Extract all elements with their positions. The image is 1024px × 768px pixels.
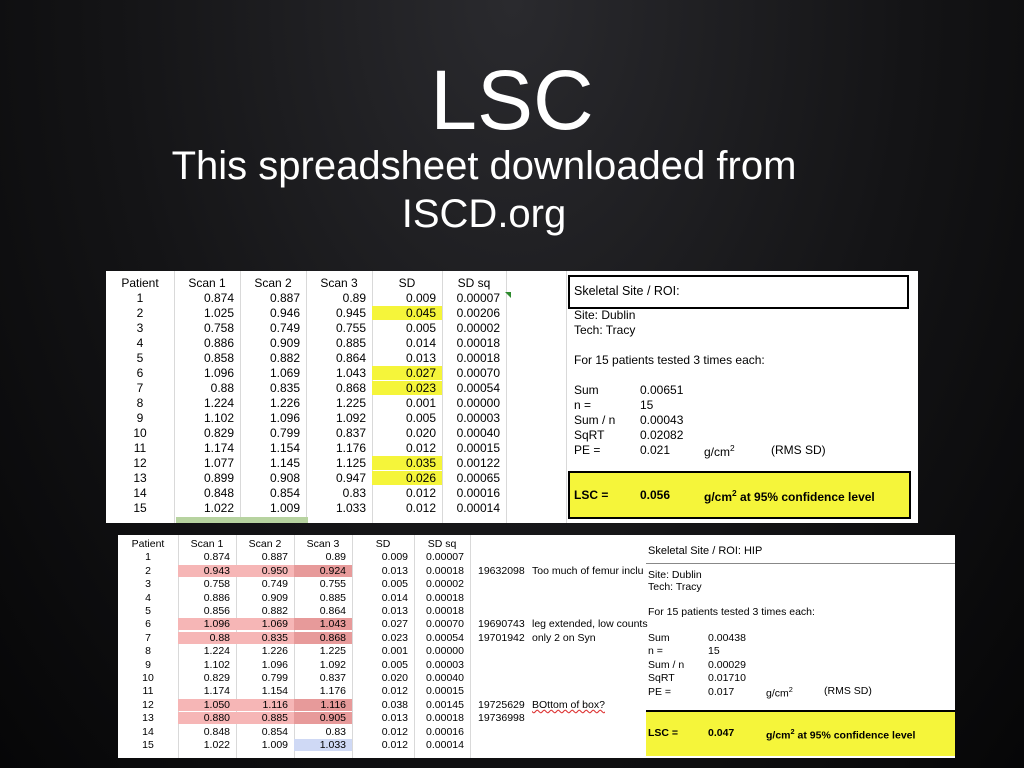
cell-scan-3: 0.864 (335, 351, 366, 365)
stat-label: SqRT (648, 672, 675, 685)
cell-sd: 0.020 (381, 672, 408, 684)
cell-scan-1: 1.022 (203, 739, 230, 751)
cell-scan-2: 0.908 (269, 471, 300, 485)
table-row (118, 645, 470, 657)
header-scan-1: Scan 1 (190, 538, 224, 550)
cell-sd: 0.027 (372, 366, 442, 380)
stat-value: 0.021 (640, 443, 671, 457)
cell-scan-2: 1.226 (269, 396, 300, 410)
cell-scan-1: 0.886 (203, 591, 230, 604)
cell-scan-3: 0.89 (342, 291, 366, 305)
header-scan-2: Scan 2 (254, 276, 292, 290)
cell-scan-1: 0.856 (203, 605, 230, 617)
cell-scan-3: 1.043 (294, 618, 352, 630)
cell-sd-sq: 0.00206 (456, 306, 500, 320)
note-id: 19690743 (478, 618, 525, 631)
site-roi-label: Skeletal Site / ROI: HIP (648, 545, 763, 557)
cell-sd-sq: 0.00122 (456, 456, 500, 470)
cell-patient: 7 (136, 381, 144, 395)
tech-label: Tech: Tracy (574, 323, 636, 337)
cell-patient: 4 (136, 336, 144, 350)
cell-scan-1: 1.050 (178, 699, 236, 711)
cell-scan-3: 0.905 (294, 712, 352, 724)
stat-value: 15 (640, 398, 654, 412)
slide-subtitle (0, 142, 968, 238)
site-label: Site: Dublin (648, 569, 702, 581)
cell-patient: 3 (136, 321, 144, 335)
cell-scan-2: 1.009 (261, 739, 288, 751)
cell-patient: 15 (142, 739, 154, 751)
lsc-label: LSC = (574, 488, 609, 502)
cell-scan-3: 0.755 (319, 578, 346, 591)
table-row (106, 411, 506, 425)
cell-scan-1: 1.096 (203, 366, 234, 380)
cell-scan-2: 0.887 (261, 551, 288, 564)
cell-sd: 0.014 (405, 336, 436, 350)
cell-sd: 0.001 (381, 645, 408, 658)
cell-scan-1: 0.899 (203, 471, 234, 485)
site-roi-label: Skeletal Site / ROI: (574, 284, 680, 298)
cell-patient: 8 (145, 645, 151, 658)
cell-sd: 0.012 (405, 501, 436, 515)
note-text: Too much of femur inclu (532, 564, 644, 577)
cell-scan-2: 0.946 (269, 306, 300, 320)
cell-scan-1: 0.943 (178, 565, 236, 577)
cell-scan-3: 0.885 (335, 336, 366, 350)
cell-sd: 0.005 (405, 321, 436, 335)
cell-scan-2: 0.909 (269, 336, 300, 350)
cell-scan-3: 0.945 (335, 306, 366, 320)
cell-scan-1: 0.886 (203, 336, 234, 350)
cell-sd-sq: 0.00145 (426, 698, 464, 711)
pe-note: (RMS SD) (824, 685, 872, 697)
pe-unit: $g/cm^2$ (766, 685, 793, 700)
cell-sd-sq: 0.00040 (426, 672, 464, 684)
cell-scan-1: 1.224 (203, 396, 234, 410)
table-row (106, 456, 506, 470)
cell-scan-1: 0.858 (203, 351, 234, 365)
cell-sd-sq: 0.00014 (426, 739, 464, 751)
site-label: Site: Dublin (574, 308, 636, 322)
cell-patient: 13 (142, 712, 154, 725)
cell-scan-3: 0.89 (325, 551, 346, 564)
cell-sd: 0.005 (405, 411, 436, 425)
table-row (118, 578, 470, 590)
note-id: 19701942 (478, 631, 525, 644)
cell-sd: 0.012 (405, 486, 436, 500)
cell-scan-1: 0.848 (203, 725, 230, 738)
stat-value: 0.00651 (640, 383, 684, 397)
cell-patient: 11 (142, 685, 154, 698)
table-row (118, 551, 470, 563)
table-row (106, 336, 506, 350)
note-id: 19736998 (478, 712, 525, 725)
header-sd: SD (375, 538, 391, 550)
cell-scan-1: 0.848 (203, 486, 234, 500)
stat-value: 0.00438 (708, 632, 746, 644)
table-row (118, 565, 470, 577)
note-id: 19725629 (478, 698, 525, 711)
cell-sd: 0.009 (405, 291, 436, 305)
cell-scan-3: 0.864 (319, 605, 346, 617)
cell-sd-sq: 0.00000 (456, 396, 500, 410)
cell-scan-2: 0.882 (269, 351, 300, 365)
cell-patient: 13 (133, 471, 147, 485)
cell-patient: 11 (133, 441, 147, 455)
table-row (118, 592, 470, 604)
cell-sd-sq: 0.00018 (426, 605, 464, 617)
header-sd-sq: SD sq (457, 276, 491, 290)
cell-patient: 3 (145, 578, 151, 591)
cell-sd: 0.014 (381, 591, 408, 604)
stat-label: n = (574, 398, 592, 412)
cell-scan-1: 1.077 (203, 456, 234, 470)
cell-scan-1: 1.102 (203, 658, 230, 671)
lsc-value: 0.056 (640, 488, 671, 502)
cell-sd: 0.009 (381, 551, 408, 564)
cell-sd-sq: 0.00018 (426, 591, 464, 604)
stat-value: 15 (708, 645, 720, 658)
cell-scan-2: 0.749 (269, 321, 300, 335)
cell-patient: 5 (145, 605, 151, 617)
stat-label: Sum / n (574, 413, 616, 427)
cell-scan-3: 0.868 (294, 632, 352, 644)
cell-scan-3: 0.885 (319, 591, 346, 604)
cell-sd: 0.013 (381, 712, 408, 725)
cell-patient: 2 (145, 564, 151, 577)
cell-patient: 12 (142, 698, 154, 711)
cell-scan-1: 0.829 (203, 672, 230, 684)
cell-sd: 0.026 (372, 471, 442, 485)
cell-sd-sq: 0.00018 (456, 351, 500, 365)
cell-sd-sq: 0.00018 (426, 712, 464, 725)
stat-label: Sum (648, 632, 670, 644)
cell-scan-3: 1.033 (335, 501, 366, 515)
header-sd-sq: SD sq (427, 538, 457, 550)
cell-scan-1: 0.758 (203, 578, 230, 591)
stat-value: 0.01710 (708, 672, 746, 685)
cell-scan-3: 0.924 (294, 565, 352, 577)
cell-patient: 5 (136, 351, 144, 365)
cell-sd-sq: 0.00018 (426, 564, 464, 577)
cell-scan-2: 1.096 (269, 411, 300, 425)
header-sd: SD (398, 276, 416, 290)
stat-label: PE = (574, 443, 601, 457)
cell-scan-1: 0.88 (178, 632, 236, 644)
note-text: leg extended, low counts (532, 618, 648, 631)
cell-scan-2: 0.799 (261, 672, 288, 684)
cell-patient: 2 (136, 306, 144, 320)
cell-patient: 10 (133, 426, 147, 440)
cell-scan-3: 1.176 (319, 685, 346, 698)
header-scan-1: Scan 1 (188, 276, 226, 290)
cell-patient: 6 (145, 618, 151, 631)
cell-scan-2: 1.096 (261, 658, 288, 671)
table-header (118, 538, 470, 550)
cell-patient: 9 (145, 658, 151, 671)
stat-label: n = (648, 645, 663, 658)
cell-patient: 1 (136, 291, 144, 305)
stat-label: Sum (574, 383, 599, 397)
stat-value: 0.00043 (640, 413, 684, 427)
cell-sd-sq: 0.00018 (456, 336, 500, 350)
cell-sd-sq: 0.00070 (456, 366, 500, 380)
cell-scan-3: 0.837 (319, 672, 346, 684)
cell-patient: 12 (133, 456, 147, 470)
cell-patient: 4 (145, 591, 151, 604)
cell-sd-sq: 0.00007 (426, 551, 464, 564)
cell-sd-sq: 0.00000 (426, 645, 464, 658)
cell-sd-sq: 0.00054 (426, 631, 464, 644)
cell-sd: 0.005 (381, 578, 408, 591)
patients-note: For 15 patients tested 3 times each: (574, 353, 765, 367)
cell-scan-2: 0.854 (269, 486, 300, 500)
table-row (118, 605, 470, 617)
table-row (106, 486, 506, 500)
cell-scan-1: 0.874 (203, 291, 234, 305)
cell-scan-3: 0.868 (335, 381, 366, 395)
cell-sd-sq: 0.00016 (426, 725, 464, 738)
cell-scan-2: 1.145 (269, 456, 300, 470)
cell-scan-1: 0.88 (210, 381, 234, 395)
cell-scan-3: 1.116 (294, 699, 352, 711)
lsc-value: 0.047 (708, 727, 735, 739)
cell-sd-sq: 0.00040 (456, 426, 500, 440)
cell-sd: 0.038 (381, 698, 408, 711)
table-row (106, 426, 506, 440)
table-row (118, 672, 470, 684)
cell-scan-2: 0.950 (236, 565, 294, 577)
cell-sd: 0.013 (405, 351, 436, 365)
cell-scan-3: 1.033 (294, 739, 352, 751)
table-row (106, 306, 506, 320)
cell-scan-2: 1.226 (261, 645, 288, 658)
table-row (118, 685, 470, 697)
table-header (106, 276, 506, 290)
cell-sd-sq: 0.00007 (456, 291, 500, 305)
header-patient: Patient (131, 538, 165, 550)
cell-scan-2: 0.909 (261, 591, 288, 604)
cell-sd-sq: 0.00070 (426, 618, 464, 631)
cell-sd: 0.012 (381, 685, 408, 698)
cell-scan-3: 0.947 (335, 471, 366, 485)
stat-value: 0.00029 (708, 658, 746, 671)
lsc-label: LSC = (648, 727, 679, 739)
slide-subtitle-line-1: This spreadsheet downloaded from (171, 144, 797, 188)
stat-label: PE = (648, 685, 672, 698)
cell-patient: 9 (136, 411, 144, 425)
table-row (106, 321, 506, 335)
table-row (118, 618, 470, 630)
table-row (106, 396, 506, 410)
cell-scan-2: 1.069 (236, 618, 294, 630)
cell-scan-1: 0.758 (203, 321, 234, 335)
cell-scan-3: 1.225 (319, 645, 346, 658)
cell-sd-sq: 0.00065 (456, 471, 500, 485)
cell-patient: 10 (142, 672, 154, 684)
cell-scan-2: 1.154 (269, 441, 300, 455)
note-id: 19632098 (478, 564, 525, 577)
cell-sd: 0.035 (372, 456, 442, 470)
cell-scan-2: 1.154 (261, 685, 288, 698)
stat-label: Sum / n (648, 658, 685, 671)
header-scan-3: Scan 3 (306, 538, 340, 550)
cell-scan-2: 0.882 (261, 605, 288, 617)
cell-sd: 0.023 (372, 381, 442, 395)
cell-sd: 0.001 (405, 396, 436, 410)
cell-sd: 0.005 (381, 658, 408, 671)
spreadsheet-screenshot-2 (118, 535, 955, 758)
table-row (106, 471, 506, 485)
cell-sd: 0.027 (381, 618, 408, 631)
table-row (118, 699, 470, 711)
cell-scan-2: 0.885 (236, 712, 294, 724)
cell-scan-2: 0.854 (261, 725, 288, 738)
cell-sd: 0.023 (381, 631, 408, 644)
cell-patient: 6 (136, 366, 144, 380)
cell-scan-2: 1.009 (269, 501, 300, 515)
header-patient: Patient (121, 276, 159, 290)
cell-scan-1: 0.829 (203, 426, 234, 440)
cell-scan-3: 0.83 (342, 486, 366, 500)
table-row (118, 632, 470, 644)
lsc-unit: $g/cm^2$ at 95% confidence level (766, 727, 916, 742)
cell-sd-sq: 0.00014 (456, 501, 500, 515)
cell-sd-sq: 0.00054 (456, 381, 500, 395)
table-row (106, 441, 506, 455)
cell-scan-1: 1.096 (178, 618, 236, 630)
slide-subtitle-line-2: ISCD.org (401, 192, 567, 236)
cell-patient: 7 (145, 631, 151, 644)
cell-sd: 0.045 (372, 306, 442, 320)
cell-scan-3: 1.092 (335, 411, 366, 425)
cell-patient: 14 (142, 725, 154, 738)
cell-scan-3: 0.837 (335, 426, 366, 440)
header-scan-2: Scan 2 (248, 538, 282, 550)
cell-sd-sq: 0.00015 (426, 685, 464, 698)
cell-patient: 15 (133, 501, 147, 515)
table-row (118, 739, 470, 751)
cell-sd-sq: 0.00003 (426, 658, 464, 671)
table-row (106, 351, 506, 365)
cell-scan-2: 0.749 (261, 578, 288, 591)
table-row (106, 291, 506, 305)
cell-scan-3: 1.092 (319, 658, 346, 671)
cell-scan-3: 0.755 (335, 321, 366, 335)
cell-sd-sq: 0.00003 (456, 411, 500, 425)
cell-scan-3: 0.83 (325, 725, 346, 738)
table-row (118, 712, 470, 724)
stat-label: SqRT (574, 428, 605, 442)
cell-scan-3: 1.043 (335, 366, 366, 380)
cell-sd: 0.020 (405, 426, 436, 440)
cell-scan-1: 1.022 (203, 501, 234, 515)
table-row (106, 366, 506, 380)
stat-value: 0.02082 (640, 428, 684, 442)
cell-patient: 8 (136, 396, 144, 410)
slide-title: LSC (430, 53, 594, 147)
cell-sd: 0.012 (381, 739, 408, 751)
cell-sd-sq: 0.00015 (456, 441, 500, 455)
cell-scan-2: 0.835 (269, 381, 300, 395)
tech-label: Tech: Tracy (648, 581, 702, 593)
cell-scan-2: 1.069 (269, 366, 300, 380)
cell-scan-2: 1.116 (236, 699, 294, 711)
table-row (118, 659, 470, 671)
cell-scan-1: 1.174 (203, 685, 230, 698)
table-row (106, 381, 506, 395)
cell-sd: 0.012 (405, 441, 436, 455)
patients-note: For 15 patients tested 3 times each: (648, 606, 815, 618)
cell-sd-sq: 0.00002 (456, 321, 500, 335)
cell-scan-1: 0.874 (203, 551, 230, 564)
cell-sd: 0.013 (381, 605, 408, 617)
cell-scan-1: 1.025 (203, 306, 234, 320)
pe-unit: $g/cm^2$ (704, 443, 735, 459)
cell-scan-1: 1.102 (203, 411, 234, 425)
cell-scan-3: 1.125 (335, 456, 366, 470)
table-row (106, 501, 506, 515)
cell-scan-2: 0.835 (236, 632, 294, 644)
cell-scan-2: 0.887 (269, 291, 300, 305)
cell-scan-1: 1.224 (203, 645, 230, 658)
cell-scan-3: 1.225 (335, 396, 366, 410)
cell-patient: 14 (133, 486, 147, 500)
note-text: BOttom of box? (532, 698, 605, 711)
cell-patient: 1 (145, 551, 151, 564)
cell-scan-2: 0.799 (269, 426, 300, 440)
cell-scan-3: 1.176 (335, 441, 366, 455)
cell-sd-sq: 0.00016 (456, 486, 500, 500)
cell-sd: 0.012 (381, 725, 408, 738)
header-scan-3: Scan 3 (320, 276, 358, 290)
table-row (118, 726, 470, 738)
pe-note: (RMS SD) (771, 443, 826, 457)
cell-scan-1: 0.880 (178, 712, 236, 724)
note-text: only 2 on Syn (532, 631, 596, 644)
cell-scan-1: 1.174 (203, 441, 234, 455)
lsc-unit: $g/cm^2$ at 95% confidence level (704, 488, 875, 504)
spreadsheet-screenshot-1 (106, 271, 918, 523)
cell-sd: 0.013 (381, 564, 408, 577)
cell-sd-sq: 0.00002 (426, 578, 464, 591)
cell-selection-strip (176, 517, 308, 523)
stat-value: 0.017 (708, 685, 735, 698)
